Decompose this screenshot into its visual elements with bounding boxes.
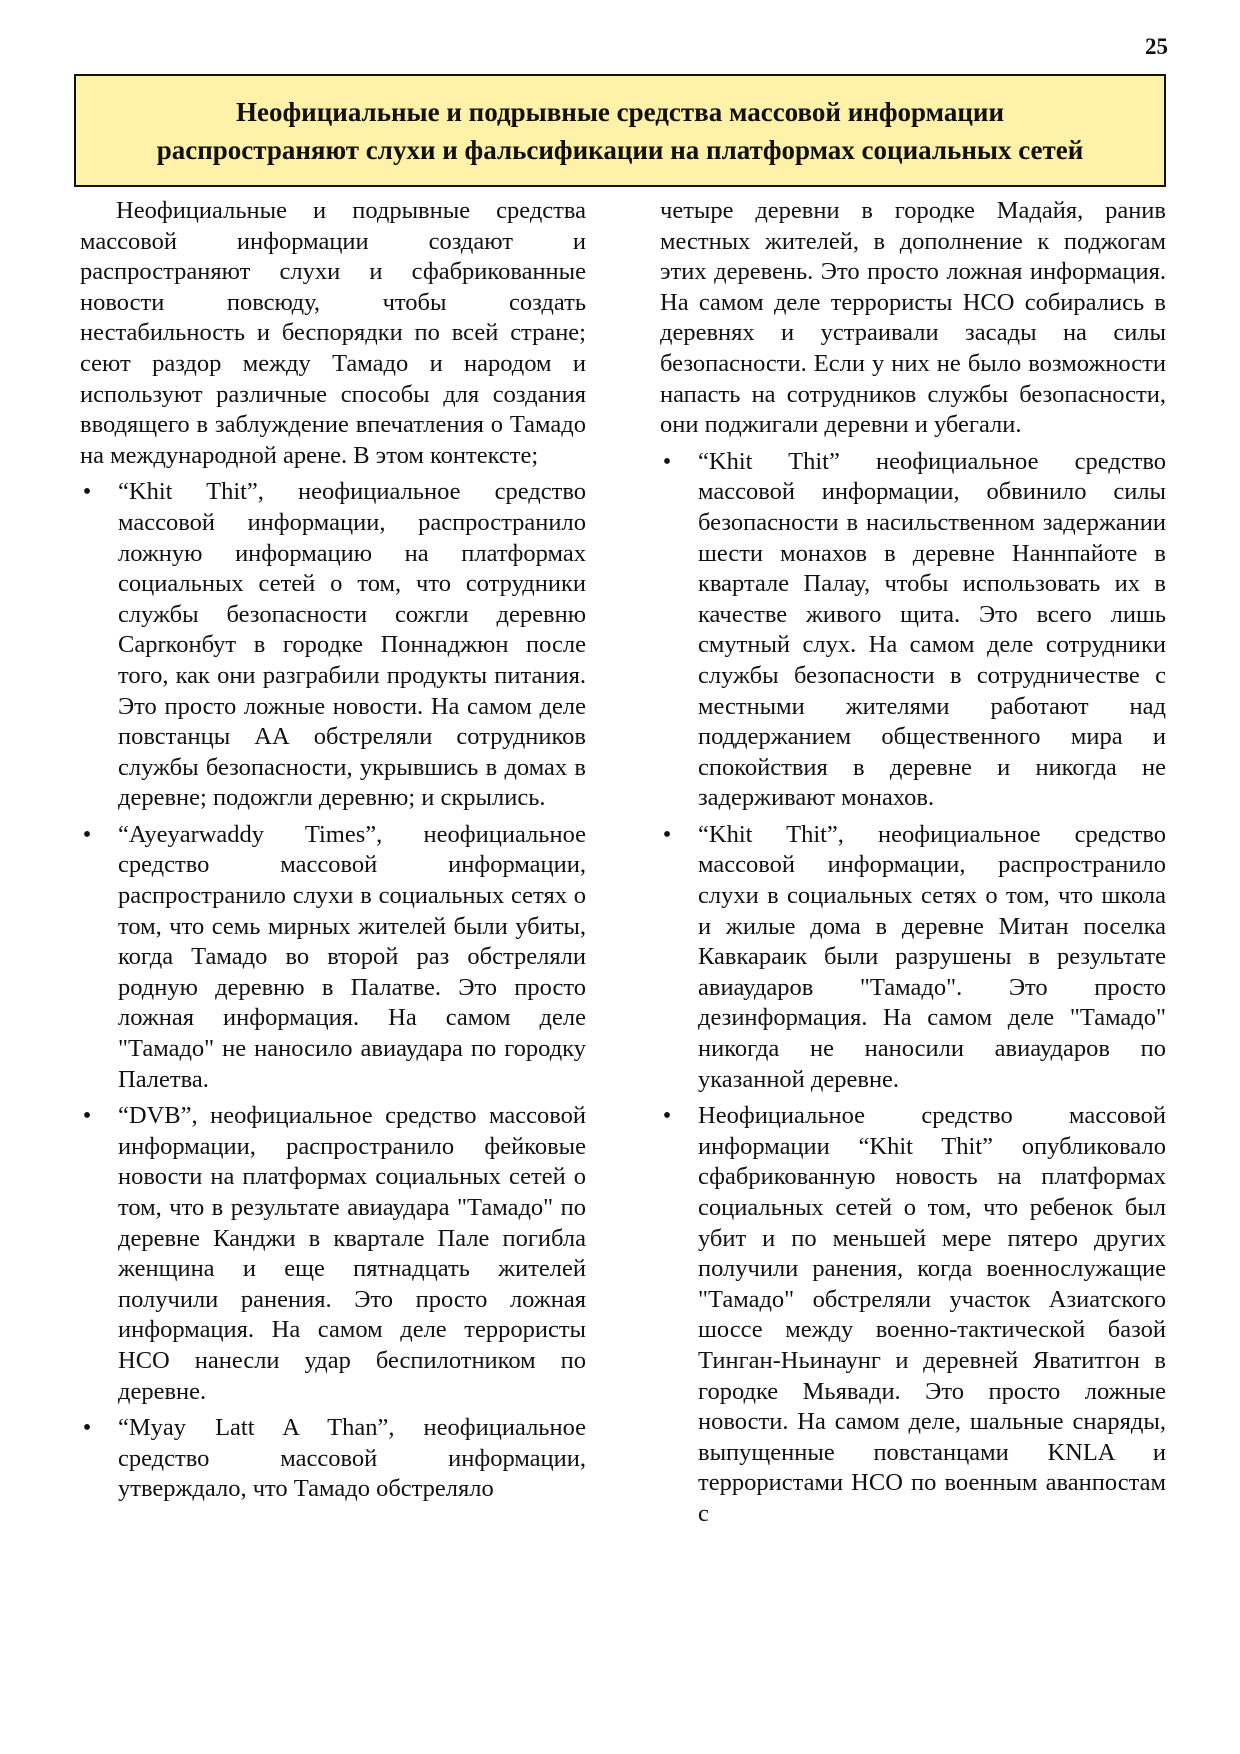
article-columns <box>80 196 1166 1726</box>
list-item-text: “Khit Thit” неофициальное средство массовой информации, обвинило силы безопасности в насильственном задержании шести монахов в деревне Наннпайоте в квартале Палау, чтобы использовать их в качестве живого щита. Это всего лишь смутный слух. На самом деле сотрудники службы безопасности в сотрудничестве с местными жителями работают над поддержанием общественного мира и спокойствия в деревне и никогда не задерживают монахов. <box>698 447 1166 812</box>
list-item-text: “Myay Latt A Than”, неофициальное средство массовой информации, утверждало, что Тамадо обстреляло <box>118 1414 586 1503</box>
bullet-icon <box>660 447 674 478</box>
bullet-icon <box>80 1413 94 1444</box>
title-line-2: распространяют слухи и фальсификации на платформах социальных сетей <box>156 134 1084 165</box>
list-item <box>80 477 586 814</box>
list-item-text: Неофициальное средство массовой информации “Khit Thit” опубликовало сфабрикованную новость на платформах социальных сетей о том, что ребенок был убит и по меньшей мере пятеро других получили ранения, когда военнослужащие "Тамадо" обстреляли участок Азиатского шоссе между военно-тактической базой Тинган-Ньинаунг и деревней Яватитгон в городке Мьявади. Это просто ложные новости. На самом деле, шальные снаряды, выпущенные повстанцами KNLA и террористами НСО по военным аванпостам с <box>698 1102 1166 1527</box>
bullet-icon <box>80 477 94 508</box>
title-line-1: Неофициальные и подрывные средства массовой информации <box>235 96 1004 127</box>
list-item-text: “Ayeyarwaddy Times”, неофициальное средство массовой информации, распространило слухи в социальных сетях о том, что семь мирных жителей были убиты, когда Тамадо во второй раз обстреляли родную деревню в Палатве. Это просто ложная информация. На самом деле "Тамадо" не наносило авиаудара по городку Палетва. <box>118 820 586 1093</box>
list-item-text: “DVB”, неофициальное средство массовой информации, распространило фейковые новости на платформах социальных сетей о том, что в результате авиаудара "Тамадо" по деревне Канджи в квартале Пале погибла женщина и еще пятнадцать жителей получили ранения. Это просто ложная информация. На самом деле террористы НСО нанесли удар беспилотником по деревне. <box>118 1102 586 1405</box>
right-bullet-list <box>660 447 1166 1530</box>
left-bullet-list <box>80 477 586 1505</box>
list-item <box>80 820 586 1095</box>
list-item <box>80 1101 586 1407</box>
list-item-text: “Khit Thit”, неофициальное средство массовой информации, распространило слухи в социальных сетях о том, что школа и жилые дома в деревне Митан поселка Кавкараик были разрушены в результате авиаударов "Тамадо". Это просто дезинформация. На самом деле "Тамадо" никогда не наносили авиаударов по указанной деревне. <box>698 820 1166 1093</box>
continuation-paragraph: четыре деревни в городке Мадайя, ранив местных жителей, в дополнение к поджогам этих деревень. Это просто ложная информация. На самом деле террористы НСО собирались в деревнях и устраивали засады на силы безопасности. Если у них не было возможности напасть на сотрудников службы безопасности, они поджигали деревни и убегали. <box>660 197 1166 439</box>
right-column <box>660 196 1166 1726</box>
left-column <box>80 196 586 1726</box>
bullet-icon <box>80 1101 94 1132</box>
intro-paragraph: Неофициальные и подрывные средства массовой информации создают и распространяют слухи и сфабрикованные новости повсюду, чтобы создать нестабильность и беспорядки по всей стране; сеют раздор между Тамадо и народом и используют различные способы для создания вводящего в заблуждение впечатления о Тамадо на международной арене. В этом контексте; <box>80 197 586 469</box>
list-item <box>660 447 1166 814</box>
list-item-text: “Khit Thit”, неофициальное средство массовой информации, распространило ложную информацию на платформах социальных сетей о том, что сотрудники службы безопасности сожгли деревню Сарrконбут в городке Поннаджюн после того, как они разграбили продукты питания. Это просто ложные новости. На самом деле повстанцы АА обстреляли сотрудников службы безопасности, укрывшись в домах в деревне; подожгли деревню; и скрылись. <box>118 478 586 812</box>
title-box <box>74 74 1166 187</box>
bullet-icon <box>660 820 674 851</box>
page-number: 25 <box>1145 34 1168 59</box>
list-item <box>660 1101 1166 1529</box>
list-item <box>660 820 1166 1095</box>
bullet-icon <box>660 1101 674 1132</box>
list-item <box>80 1413 586 1505</box>
bullet-icon <box>80 820 94 851</box>
